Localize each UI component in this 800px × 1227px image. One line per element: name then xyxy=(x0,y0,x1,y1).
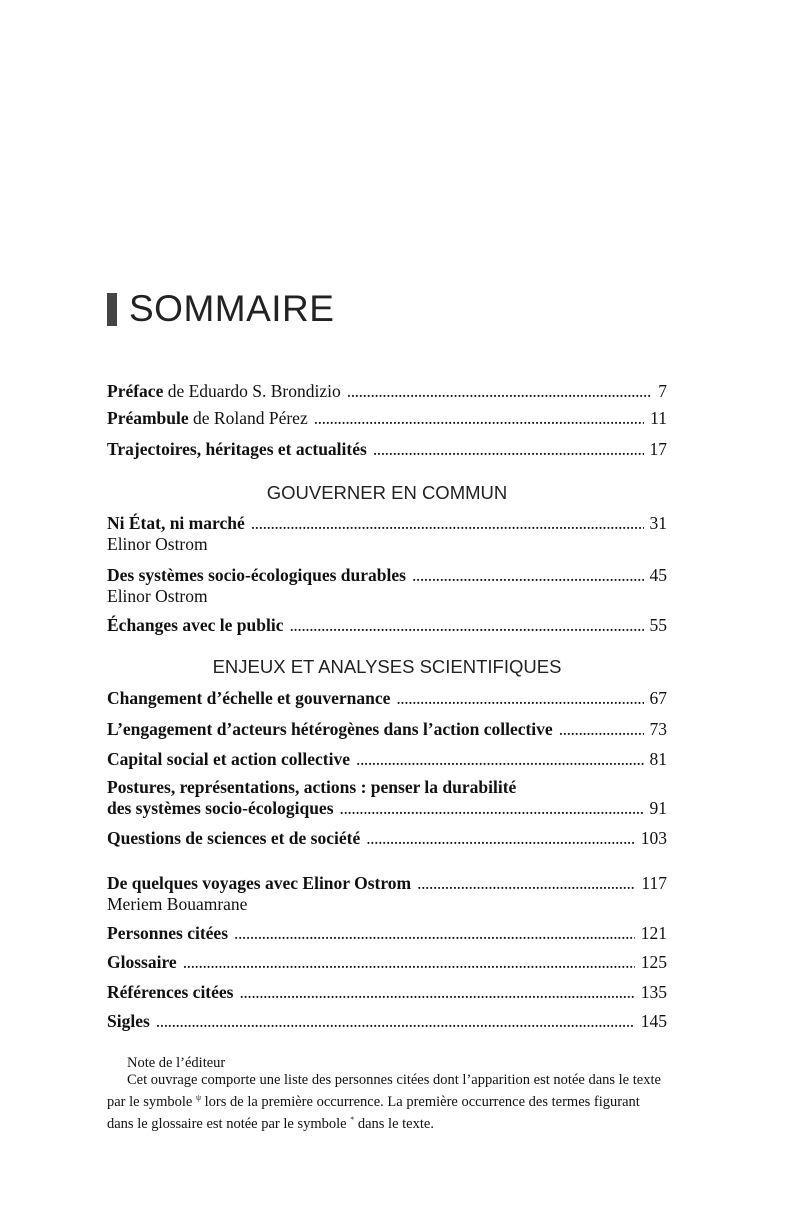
toc-entry[interactable] xyxy=(107,777,667,819)
title-text: SOMMAIRE xyxy=(129,288,335,329)
entry-author: Elinor Ostrom xyxy=(107,534,208,554)
page-number: 11 xyxy=(650,408,667,428)
toc-entry[interactable] xyxy=(107,952,667,973)
page-number: 103 xyxy=(640,828,667,848)
section-heading: ENJEUX ET ANALYSES SCIENTIFIQUES xyxy=(212,656,562,677)
dot-leader xyxy=(234,923,635,944)
dot-leader xyxy=(373,439,644,460)
page-number: 121 xyxy=(640,923,667,943)
entry-title: des systèmes socio-écologiques xyxy=(107,798,334,818)
glossary-symbol: * xyxy=(350,1114,355,1124)
entry-title: Changement d’échelle et gouvernance xyxy=(107,688,391,708)
dot-leader xyxy=(239,982,634,1003)
dot-leader xyxy=(314,408,644,429)
page-number: 73 xyxy=(649,719,667,739)
entry-title: Échanges avec le public xyxy=(107,615,284,635)
toc-entry[interactable] xyxy=(107,513,667,555)
dot-leader xyxy=(347,381,653,402)
toc-entry[interactable] xyxy=(107,565,667,607)
note-text: Cet ouvrage comporte une liste des personnes citées dont l’apparition est notée dans le texte par le symbole xyxy=(107,1072,661,1110)
page-number: 81 xyxy=(649,749,667,769)
note-text: dans le texte. xyxy=(354,1115,434,1132)
toc-entry[interactable] xyxy=(107,615,667,636)
toc-entry[interactable] xyxy=(107,873,667,915)
dot-leader xyxy=(340,798,644,819)
entry-title: Des systèmes socio-écologiques durables xyxy=(107,565,406,585)
dot-leader xyxy=(156,1011,635,1032)
page-number: 55 xyxy=(649,615,667,635)
entry-title: Personnes citées xyxy=(107,923,229,943)
page-number: 135 xyxy=(640,982,667,1002)
dot-leader xyxy=(356,749,644,770)
dot-leader xyxy=(251,513,644,534)
entry-subtitle: de Eduardo S. Brondizio xyxy=(163,381,341,401)
dot-leader xyxy=(183,952,635,973)
toc-entry[interactable] xyxy=(107,1011,667,1032)
page-number: 7 xyxy=(658,381,667,401)
entry-title: Préface xyxy=(107,381,164,401)
page-number: 67 xyxy=(649,688,667,708)
entry-title: Trajectoires, héritages et actualités xyxy=(107,439,367,459)
page-number: 31 xyxy=(649,513,667,533)
entry-author: Meriem Bouamrane xyxy=(107,894,248,914)
toc-entry[interactable] xyxy=(107,828,667,849)
toc-entry[interactable] xyxy=(107,408,667,429)
page-number: 117 xyxy=(641,873,667,893)
dot-leader xyxy=(417,873,635,894)
entry-author: Elinor Ostrom xyxy=(107,586,208,606)
entry-title: Préambule xyxy=(107,408,189,428)
dot-leader xyxy=(559,719,644,740)
title-bar-decoration xyxy=(107,293,117,326)
toc-entry[interactable] xyxy=(107,982,667,1003)
person-symbol: ψ xyxy=(196,1093,202,1102)
editor-note xyxy=(107,1055,669,1133)
toc-entry[interactable] xyxy=(107,688,667,709)
page-number: 91 xyxy=(649,798,667,818)
dot-leader xyxy=(366,828,635,849)
dot-leader xyxy=(396,688,643,709)
entry-subtitle: de Roland Pérez xyxy=(188,408,308,428)
dot-leader xyxy=(289,615,643,636)
entry-title: Glossaire xyxy=(107,952,177,972)
note-text: lors de la première occurrence. La première occurrence des termes figurant dans le glossaire est notée par le symbole xyxy=(107,1093,640,1132)
page-number: 145 xyxy=(640,1011,667,1031)
entry-title: L’engagement d’acteurs hétérogènes dans l’action collective xyxy=(107,719,553,739)
entry-title: Références citées xyxy=(107,982,234,1002)
toc-entry[interactable] xyxy=(107,749,667,770)
page-number: 125 xyxy=(640,952,667,972)
page-number: 17 xyxy=(649,439,667,459)
toc-entry[interactable] xyxy=(107,439,667,460)
page-number: 45 xyxy=(649,565,667,585)
toc-entry[interactable] xyxy=(107,381,667,402)
page-title xyxy=(107,288,334,330)
toc-entry[interactable] xyxy=(107,719,667,740)
entry-title: Ni État, ni marché xyxy=(107,513,245,533)
entry-title: Questions de sciences et de société xyxy=(107,828,361,848)
dot-leader xyxy=(412,565,644,586)
entry-title-line1: Postures, représentations, actions : penser la durabilité xyxy=(107,777,517,797)
entry-title: Sigles xyxy=(107,1011,150,1031)
section-heading: GOUVERNER EN COMMUN xyxy=(266,482,508,503)
note-heading: Note de l’éditeur xyxy=(127,1055,226,1071)
toc-entry[interactable] xyxy=(107,923,667,944)
entry-title: De quelques voyages avec Elinor Ostrom xyxy=(107,873,412,893)
entry-title: Capital social et action collective xyxy=(107,749,350,769)
